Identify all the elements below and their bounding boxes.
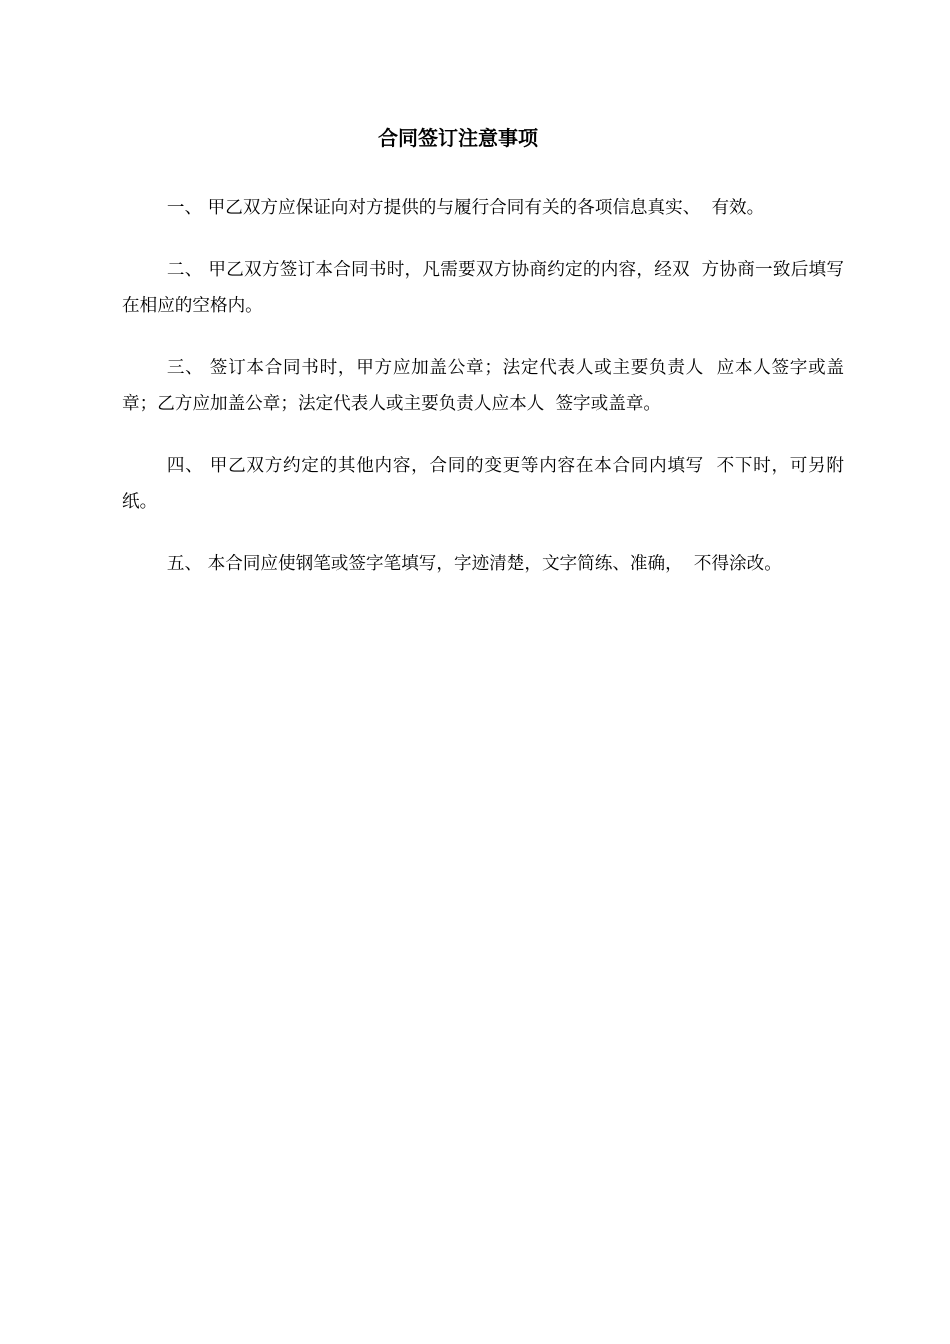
- clause-list: [122, 190, 844, 608]
- clause-1: 一、 甲乙双方应保证向对方提供的与履行合同有关的各项信息真实、 有效。: [166, 198, 765, 218]
- document-title: 合同签订注意事项: [378, 126, 538, 150]
- clause-3: 三、 签订本合同书时，甲方应加盖公章；法定代表人或主要负责人 应本人签字或盖章；乙方应加盖公章；法定代表人或主要负责人应本人 签字或盖章。: [122, 358, 844, 414]
- clause-5: 五、 本合同应使钢笔或签字笔填写，字迹清楚，文字简练、准确， 不得涂改。: [166, 554, 782, 574]
- clause-2: 二、 甲乙双方签订本合同书时，凡需要双方协商约定的内容，经双 方协商一致后填写在相应的空格内。: [122, 260, 844, 316]
- clause-4: 四、 甲乙双方约定的其他内容，合同的变更等内容在本合同内填写 不下时，可另附纸。: [122, 456, 844, 512]
